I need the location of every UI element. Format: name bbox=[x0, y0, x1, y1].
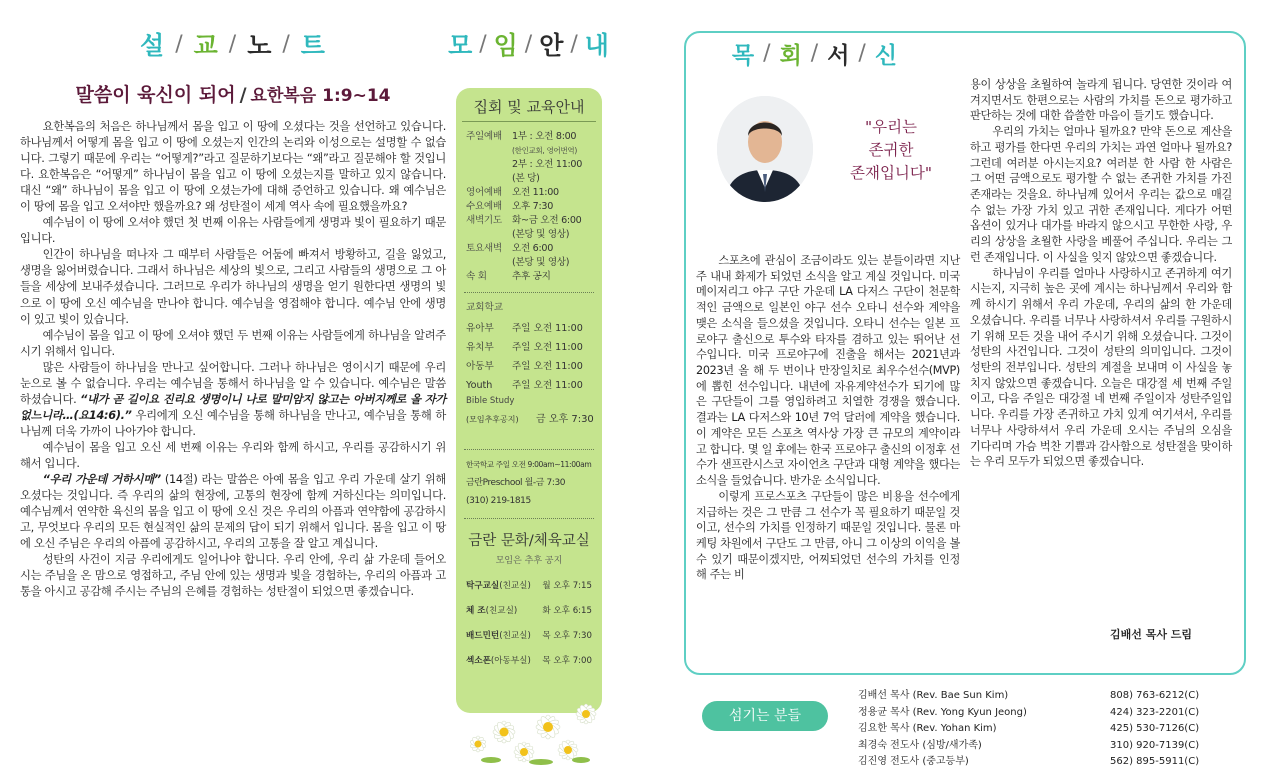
letter-paragraph: 용이 상상을 초월하여 놀라게 됩니다. 당연한 것이라 여겨지면서도 한편으로는 사람의 가치를 돈으로 평가하고 판단하는 것에 대한 씁쓸한 마음이 들기도 했습니다. bbox=[970, 78, 1232, 123]
meeting-section-title bbox=[448, 22, 610, 66]
korean-school: 한국학교 주일 오전 9:00am~11:00am bbox=[466, 460, 592, 469]
schedule-row bbox=[466, 256, 596, 270]
bible-study-time: 금 오후 7:30 bbox=[536, 414, 594, 425]
staff-row bbox=[858, 738, 1238, 755]
preschool: 금란Preschool 월-금 7:30 bbox=[466, 478, 566, 488]
culture-place: (친교실) bbox=[499, 581, 531, 591]
staff-name: 김진영 전도사 (중고등부) bbox=[858, 756, 969, 767]
schedule-row bbox=[466, 214, 596, 228]
schedule-label: 토요새벽 bbox=[466, 243, 502, 254]
culture-place: (친교실) bbox=[499, 631, 531, 641]
schedule-value: 1부 : 오전 8:00 bbox=[512, 131, 577, 142]
quote-line: "우리는 bbox=[864, 118, 918, 136]
schedule-value: 오전 11:00 bbox=[512, 187, 559, 198]
schedule-value: 2부 : 오전 11:00 bbox=[512, 159, 583, 170]
letter-paragraph: 스포츠에 관심이 조금이라도 있는 분들이라면 지난 주 내내 화제가 되었던 소식을 알고 계실 것입니다. 미국 메이저리그 야구 구단 가운데 LA 다저스 구단이 천문학적인 금액으로 일본인 야구 선수 오타니 선수와 계약을 맺은 소식을 들으셨을 것입니다. 오타니 선수는 일본 프로야구 출신으로 투수와 타자를 겸하고 있는 뛰어난 선수입니다. 미국 프로야구에 진출을 해서는 2021년과 2023년 올 해 두 번이나 만장일치로 최우수선수(MVP)에 뽑힌 선수입니다. 내년에 자유계약선수가 되기에 많은 구단들이 그를 영입하려고 치열한 경쟁을 했습니다. 결과는 LA 다저스와 10년 7억 달러에 계약을 했습니다. 이 계약은 모든 스포츠 역사상 가장 큰 규모의 계약이라고 합니다. 몇 일 후에는 한국 프로야구 출신의 이정후 선수가 샌프란시스코 자이언츠 구단과 대형 계약을 했다는 소식을 들었습니다. 반가운 소식입니다. bbox=[696, 254, 960, 488]
class-time: 주일 오전 11:00 bbox=[512, 380, 583, 391]
sermon-paragraph: 예수님이 몸을 입고 오신 세 번째 이유는 우리와 함께 하시고, 우리를 공감하시기 위해서 입니다. bbox=[20, 440, 446, 470]
sermon-paragraph bbox=[20, 360, 446, 440]
title-separator: / bbox=[763, 40, 772, 66]
title-separator: / bbox=[570, 31, 579, 57]
class-time: 주일 오전 11:00 bbox=[512, 361, 583, 372]
staff-phone: 310) 920-7139(C) bbox=[1110, 739, 1200, 751]
title-separator: / bbox=[479, 31, 488, 57]
culture-row bbox=[456, 599, 602, 624]
bible-study-note: (모임추후공지) bbox=[466, 415, 519, 424]
class-row bbox=[456, 376, 602, 395]
schedule-label bbox=[466, 172, 512, 186]
letter-title-row bbox=[690, 33, 940, 73]
preschool-phone: (310) 219-1815 bbox=[466, 496, 531, 506]
culture-row bbox=[456, 649, 602, 674]
culture-time: 목 오후 7:30 bbox=[542, 631, 592, 641]
divider bbox=[464, 449, 594, 450]
church-school-list bbox=[456, 319, 602, 395]
daisy-decoration bbox=[456, 672, 606, 767]
staff-name: 최경숙 전도사 (심방/새가족) bbox=[858, 739, 982, 751]
schedule-label bbox=[466, 228, 512, 242]
title-char: 목 bbox=[731, 42, 756, 69]
staff-phone: 808) 763-6212(C) bbox=[1110, 690, 1200, 701]
verse-reference: (14절) bbox=[160, 473, 198, 487]
letter-section-title bbox=[690, 33, 940, 73]
class-row bbox=[456, 319, 602, 338]
schedule-row bbox=[466, 186, 596, 200]
staff-row bbox=[858, 754, 1238, 771]
culture-place: (아동부실) bbox=[490, 656, 531, 666]
letter-paragraph: 우리의 가치는 얼마나 될까요? 만약 돈으로 계산을 하고 평가를 한다면 우리의 가치는 과연 얼마나 될까요? 그런데 여러분 아시는지요? 여러분 한 사람 한 사람은 그 어떤 금액으로도 평가할 수 없는 존귀한 가치를 가진 존재라는 것을요. 하나님께 있어서 우리는 값으로 매길 수 없는 가장 가치 있고 귀한 존재입니다. 게다가 어떤 옵션이 있거나 대가를 바라지 않으시고 무한한 사랑, 우리의 상상을 초월한 사랑을 베풀어 주십니다. 우리는 그런 존재입니다. 이 사실을 잊지 않았으면 좋겠습니다. bbox=[970, 125, 1232, 264]
culture-name: 체 조 bbox=[466, 606, 486, 616]
schedule-label: 영어예배 bbox=[466, 187, 502, 198]
class-row bbox=[456, 338, 602, 357]
schedule-row bbox=[466, 242, 596, 256]
sermon-text: 많은 사람들이 하나님을 만나고 싶어합니다. 그러나 하나님은 영이시기 때문에 우리 눈으로 볼 수 없습니다. 우리는 예수님을 통해서 하나님을 알 수 있습니다. 예수님은 말씀하셨습니다. bbox=[20, 360, 446, 406]
staff-phone: 424) 323-2201(C) bbox=[1110, 706, 1200, 718]
scripture-quote: “내가 곧 길이요 진리요 생명이니 나로 말미암지 않고는 아버지께로 올 자가 없느니라…(요14:6).” bbox=[20, 392, 446, 422]
letter-quote bbox=[822, 116, 960, 185]
schedule-row bbox=[466, 270, 596, 284]
title-separator: / bbox=[228, 31, 238, 57]
schedule-value: 오후 7:30 bbox=[512, 201, 554, 212]
culture-time: 화 오후 6:15 bbox=[542, 606, 592, 616]
divider bbox=[464, 292, 594, 293]
culture-time: 목 오후 7:00 bbox=[542, 656, 592, 666]
class-label: 아동부 bbox=[466, 361, 494, 372]
title-char: 안 bbox=[539, 31, 565, 60]
title-char: 모 bbox=[448, 31, 474, 60]
class-label: 유치부 bbox=[466, 342, 494, 353]
staff-badge: 섬기는 분들 bbox=[702, 701, 828, 731]
bible-study-label: Bible Study bbox=[466, 396, 515, 406]
letter-signature: 김배선 목사 드림 bbox=[1110, 628, 1193, 641]
letter-paragraph: 이렇게 프로스포츠 구단들이 많은 비용을 선수에게 지급하는 것은 그 만큼 그 선수가 꼭 필요하기 때문일 것이고, 선수의 가치를 인정하기 때문일 것입니다. 물론 마케팅 차원에서 구단도 그 만큼, 아니 그 이상의 이익을 볼 수 있기 때문이겠지만, 어찌되었던 선수의 가치를 인정해 주는 비 bbox=[696, 489, 960, 582]
quote-line: 존재입니다" bbox=[850, 164, 932, 182]
staff-name: 정용균 목사 (Rev. Yong Kyun Jeong) bbox=[858, 706, 1027, 718]
culture-class-title: 금란 문화/체육교실 bbox=[468, 533, 590, 549]
quote-line: 존귀한 bbox=[868, 141, 914, 159]
sermon-paragraph: 예수님이 몸을 입고 이 땅에 오셔야 했던 두 번째 이유는 사람들에게 하나님을 알려주시기 위해서 입니다. bbox=[20, 328, 446, 358]
culture-row bbox=[456, 624, 602, 649]
sermon-paragraph: 성탄의 사건이 지금 우리에게도 일어나야 합니다. 우리 안에, 우리 삶 가운데 들어오시는 주님을 온 맘으로 영접하고, 주님 안에 있는 생명과 빛을 경험하는, 우리의 아픔과 고통을 아시고 공감해 주시는 주님의 은혜를 경험하는 성탄절이 되었으면 좋겠습니다. bbox=[20, 553, 446, 599]
pastor-avatar-icon bbox=[717, 96, 813, 202]
culture-class-note: 모임은 추후 공지 bbox=[495, 556, 563, 566]
culture-time: 월 오후 7:15 bbox=[542, 581, 592, 591]
sermon-paragraph: 인간이 하나님을 떠나자 그 때부터 사람들은 어둠에 빠져서 방황하고, 길을 잃었고, 생명을 잃어버렸습니다. 그래서 하나님은 세상의 빛으로, 그리고 사람들의 생명으로 그 아들을 세상에 보내주셨습니다. 그러므로 우리가 하나님의 생명을 얻기 원한다면 생명의 빛으로 이 땅에 오신 예수님을 만나야 합니다. 예수님을 영접해야 합니다. 예수님 안에 생명이 있고 빛이 있습니다. bbox=[20, 248, 446, 326]
title-separator: / bbox=[858, 40, 867, 66]
sermon-paragraph: 요한복음의 처음은 하나님께서 몸을 입고 이 땅에 오셨다는 것을 선언하고 있습니다. 하나님께서 어떻게 몸을 입고 이 땅에 오셨는지 인간의 논리와 이성으로는 설명할 수 없습니다. 그렇기 때문에 우리는 “어떻게?”라고 질문하기보다는 “왜”라고 질문해야 할 것입니다. 요한복음은 “어떻게” 하나님이 몸을 입고 이 땅에 오셨는지를 말하고 있지 않습니다. 대신 “왜” 하나님이 몸을 입고 이 땅에 오셨는가에 대해 증언하고 있습니다. 왜 예수님은 이 땅에 몸을 입고 오셔야만 했을까요? 왜 성탄절이 세계 역사 속에 필요했을까요? bbox=[20, 120, 446, 214]
sermon-text: 라는 말씀은 아예 몸을 입고 우리 가운데 살기 위해 오셨다는 것입니다. 즉 우리의 삶의 현장에, 고통의 현장에 함께 거하신다는 의미입니다. 예수님께서 연약한 육신의 몸을 입고 이 땅에 오신 것은 우리의 아픔과 연약함에 공감하시고, 무엇보다 우리의 모든 현실적인 삶의 문제의 답이 되기 위해서 입니다. 몸을 입고 이 땅에 오신 주님은 우리의 아픔에 공감하시고, 우리의 고통을 잘 알고 계십니다. bbox=[20, 473, 446, 551]
staff-name: 김배선 목사 (Rev. Bae Sun Kim) bbox=[858, 690, 1009, 701]
sermon-body bbox=[20, 119, 446, 600]
scripture-quote: “우리 가운데 거하시매” bbox=[42, 473, 161, 487]
sermon-text: 우리에게 오신 예수님을 통해 하나님을 만나고, 예수님을 통해 하나님께 더욱 가까이 나아가야 합니다. bbox=[20, 408, 446, 438]
heading-slash: / bbox=[239, 84, 247, 106]
scripture-reference: 요한복음 1:9~14 bbox=[250, 86, 391, 106]
sermon-paragraph: 예수님이 이 땅에 오셔야 했던 첫 번째 이유는 사람들에게 생명과 빛이 필요하기 때문입니다. bbox=[20, 216, 446, 246]
schedule-value: (본 당) bbox=[512, 173, 540, 184]
title-separator: / bbox=[175, 31, 184, 57]
sermon-section bbox=[20, 22, 446, 762]
title-char: 서 bbox=[827, 42, 851, 69]
schedule-value: (본당 및 영상) bbox=[512, 229, 570, 240]
staff-row bbox=[858, 705, 1238, 722]
schedule-row bbox=[466, 172, 596, 186]
culture-place: (친교실) bbox=[485, 606, 518, 616]
schedule-value: 오전 6:00 bbox=[512, 243, 554, 254]
title-separator: / bbox=[810, 40, 820, 66]
culture-row bbox=[456, 574, 602, 599]
staff-name: 김요한 목사 (Rev. Yohan Kim) bbox=[858, 723, 997, 734]
sermon-heading bbox=[20, 80, 446, 107]
schedule-label bbox=[466, 256, 512, 270]
sermon-section-title bbox=[20, 22, 446, 66]
culture-class-list bbox=[456, 574, 602, 674]
divider bbox=[464, 518, 594, 519]
schedule-note: (한인교회, 영어번역) bbox=[512, 146, 577, 155]
letter-paragraph: 하나님이 우리를 얼마나 사랑하시고 존귀하게 여기시는지, 지극히 높은 곳에 계시는 하나님께서 우리와 함께 하시기 위해서 우리 가운데, 우리의 삶의 한 가운데 오셨습니다. 우리를 너무나 사랑하셔서 우리를 구원하시기 위해 모든 것을 내어 주시기 위해 오셨습니다. 그것이 성탄의 사건입니다. 그것이 성탄의 의미입니다. 그것이 성탄의 전부입니다. 성탄의 계절을 보내며 이 사실을 놓치지 않았으면 좋겠습니다. 오늘은 대강절 세 번째 주일이고, 다음 주일은 대강절 네 번째 주일이자 성탄주일입니다. 우리를 가장 존귀하고 가치 있게 여기셔서, 우리를 너무나 사랑하셔서 우리 가운데 오시는 주님의 오심을 기다리며 가슴 벅찬 기쁨과 감사함으로 성탄절을 맞이하는 우리 모두가 되었으면 좋겠습니다. bbox=[970, 266, 1232, 469]
culture-name: 배드민턴 bbox=[466, 631, 500, 641]
panel-heading: 집회 및 교육안내 bbox=[462, 88, 596, 122]
sermon-paragraph bbox=[20, 472, 446, 552]
schedule-row bbox=[466, 228, 596, 242]
church-school-title: 교회학교 bbox=[466, 302, 504, 313]
class-time: 주일 오전 11:00 bbox=[512, 323, 583, 334]
title-char: 노 bbox=[247, 31, 273, 60]
staff-row bbox=[858, 688, 1238, 705]
title-char: 신 bbox=[874, 42, 899, 69]
sermon-title: 말씀이 육신이 되어 bbox=[75, 84, 236, 106]
title-char: 설 bbox=[140, 31, 166, 60]
staff-phone: 562) 895-5911(C) bbox=[1110, 756, 1200, 767]
title-char: 내 bbox=[584, 31, 610, 60]
schedule-label: 속 회 bbox=[466, 271, 487, 282]
schedule-label: 수요예배 bbox=[466, 201, 502, 212]
class-label: Youth bbox=[466, 380, 493, 391]
culture-name: 탁구교실 bbox=[466, 581, 500, 591]
schedule-row bbox=[466, 130, 596, 144]
schedule-row bbox=[466, 200, 596, 214]
staff-row bbox=[858, 721, 1238, 738]
bible-study-row bbox=[456, 407, 602, 433]
worship-schedule bbox=[456, 122, 602, 284]
class-time: 주일 오전 11:00 bbox=[512, 342, 583, 353]
schedule-label: 새벽기도 bbox=[466, 215, 502, 226]
title-char: 임 bbox=[493, 31, 519, 60]
title-separator: / bbox=[282, 31, 291, 57]
title-char: 교 bbox=[193, 31, 219, 60]
schedule-value: (본당 및 영상) bbox=[512, 257, 570, 268]
class-label: 유아부 bbox=[466, 323, 494, 334]
staff-list bbox=[858, 688, 1238, 771]
schedule-row bbox=[466, 158, 596, 172]
schedule-value: 추후 공지 bbox=[512, 271, 551, 282]
letter-column-left bbox=[696, 253, 960, 583]
schedule-label: 주일예배 bbox=[466, 131, 502, 142]
culture-name: 섹소폰 bbox=[466, 656, 491, 666]
class-row bbox=[456, 357, 602, 376]
title-char: 회 bbox=[779, 42, 803, 69]
schedule-value: 화~금 오전 6:00 bbox=[512, 215, 582, 226]
staff-phone: 425) 530-7126(C) bbox=[1110, 723, 1200, 734]
pastor-portrait bbox=[717, 96, 813, 202]
title-separator: / bbox=[524, 31, 534, 57]
meeting-section bbox=[448, 22, 610, 767]
schedule-label bbox=[466, 158, 512, 172]
title-char: 트 bbox=[300, 31, 326, 60]
meeting-panel bbox=[456, 88, 602, 713]
letter-column-right bbox=[970, 77, 1232, 470]
